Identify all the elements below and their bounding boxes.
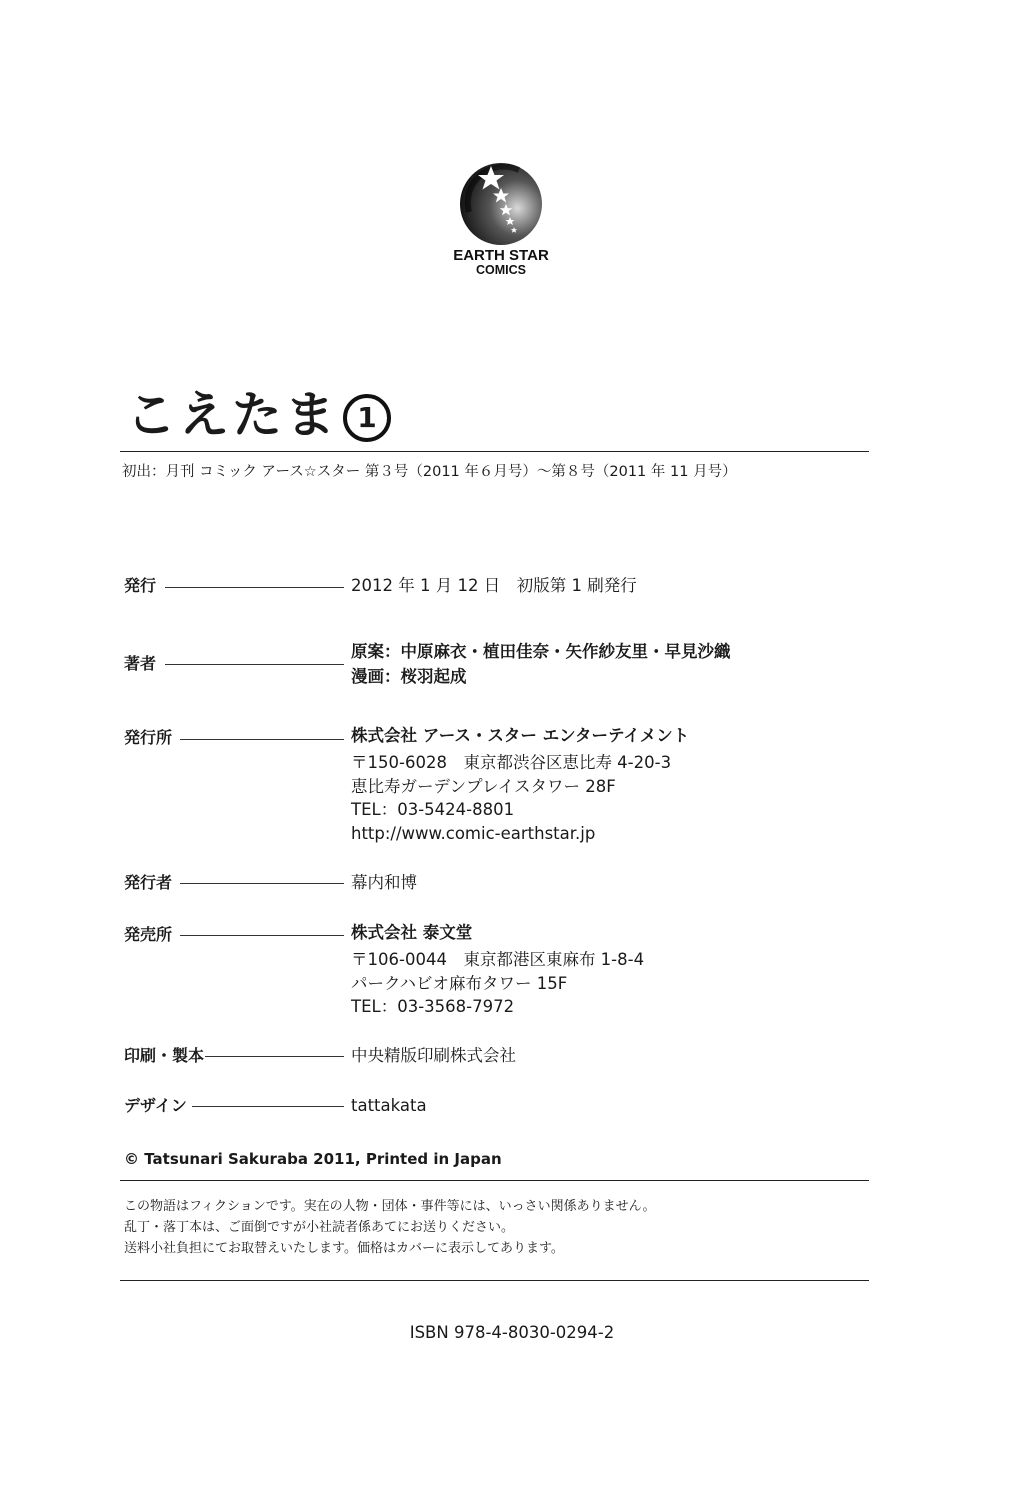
value-issuer: 幕内和博 [351,873,417,892]
label-publisher: 発行所 [124,728,173,747]
value-author-manga: 漫画：桜羽起成 [351,667,467,686]
notice-fiction: この物語はフィクションです。実在の人物・団体・事件等には、いっさい関係ありません。 [124,1199,656,1214]
logo-label-earth-star: EARTH STAR [453,247,549,264]
leader-line [205,1056,344,1057]
notice-defective-copies: 乱丁・落丁本は、ご面倒ですが小社読者係あてにお送りください。 [124,1220,515,1235]
volume-number-badge: 1 [343,394,391,442]
value-distributor-building: パークハビオ麻布タワー 15F [351,974,568,993]
label-distributor: 発売所 [124,925,173,944]
value-publish-date: 2012 年 1 月 12 日 初版第 1 刷発行 [351,576,637,595]
leader-line [165,587,344,588]
value-distributor-name: 株式会社 泰文堂 [351,923,473,942]
value-author-original: 原案：中原麻衣・植田佳奈・矢作紗友里・早見沙織 [351,642,731,661]
first-appearance-note: 初出：月刊 コミック アース☆スター 第３号（2011 年６月号）～第８号（2011 年 11 月号） [122,464,737,480]
label-publish-date: 発行 [124,576,157,595]
leader-line [165,664,344,665]
label-printing: 印刷・製本 [124,1046,205,1065]
value-distributor-address: 〒106-0044 東京都港区東麻布 1-8-4 [351,950,645,969]
notice-divider-bottom [120,1280,869,1281]
logo-label-comics: COMICS [476,263,526,277]
label-issuer: 発行者 [124,873,173,892]
value-publisher-name: 株式会社 アース・スター エンターテイメント [351,726,690,745]
leader-line [180,883,344,884]
notice-divider-top [120,1180,869,1181]
copyright-notice: © Tatsunari Sakuraba 2011, Printed in Japan [124,1150,502,1168]
title-divider [120,451,869,452]
value-publisher-building: 恵比寿ガーデンプレイスタワー 28F [351,777,616,796]
leader-line [180,739,344,740]
label-author: 著者 [124,654,157,673]
value-publisher-address: 〒150-6028 東京都渋谷区恵比寿 4-20-3 [351,753,672,772]
notice-replacement: 送料小社負担にてお取替えいたします。価格はカバーに表示してあります。 [124,1241,564,1256]
leader-line [180,935,344,936]
earth-star-logo-icon [459,162,543,246]
value-publisher-url: http://www.comic-earthstar.jp [351,824,596,843]
value-distributor-tel: TEL：03-3568-7972 [351,997,515,1016]
label-design: デザイン [124,1096,187,1115]
value-printing: 中央精版印刷株式会社 [351,1046,516,1065]
value-design: tattakata [351,1096,427,1115]
value-publisher-tel: TEL：03-5424-8801 [351,800,515,819]
book-title: こえたま [126,386,338,444]
leader-line [192,1106,344,1107]
isbn-code: ISBN 978-4-8030-0294-2 [409,1323,615,1342]
